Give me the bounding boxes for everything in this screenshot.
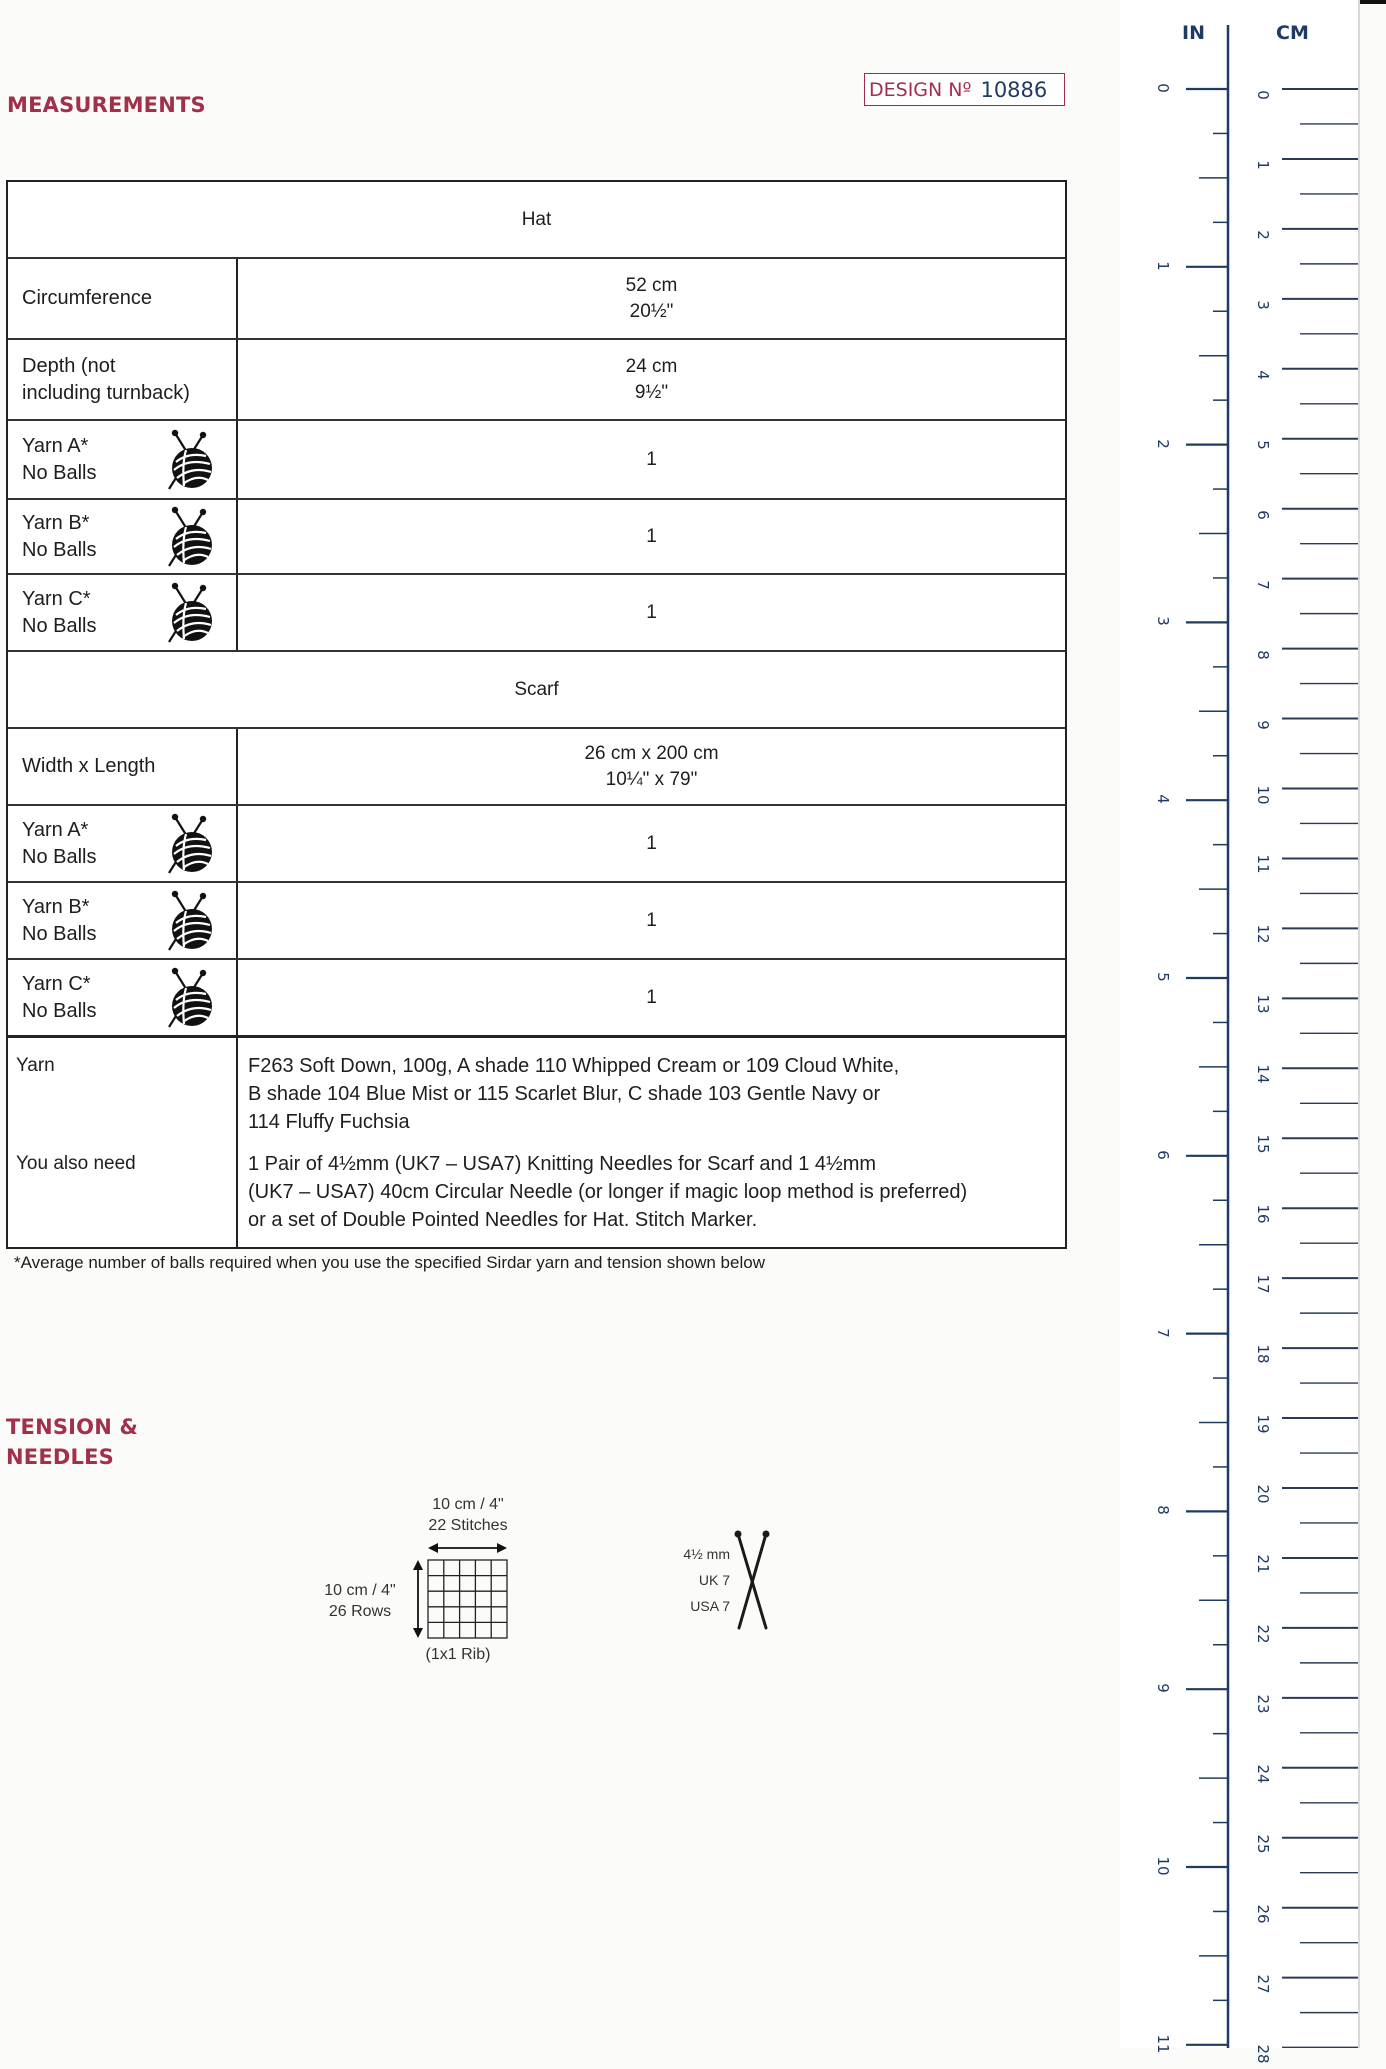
table-row <box>8 338 1065 419</box>
ball-count: 1 <box>646 448 657 470</box>
also-need-line: 1 Pair of 4½mm (UK7 – USA7) Knitting Needles for Scarf and 1 4½mm <box>248 1153 877 1175</box>
row-value <box>238 883 1065 958</box>
cm-number: 19 <box>1254 1414 1272 1434</box>
table-row <box>8 573 1065 650</box>
cm-number: 10 <box>1254 784 1272 805</box>
cm-number: 23 <box>1254 1694 1272 1714</box>
depth-cm: 24 cm <box>625 355 678 377</box>
inch-number: 8 <box>1154 1505 1172 1516</box>
cm-number: 3 <box>1254 300 1272 310</box>
inch-number: 1 <box>1154 261 1172 271</box>
row-value <box>238 340 1065 419</box>
yarn-ball-icon <box>162 581 214 645</box>
ball-count: 1 <box>646 986 657 1008</box>
row-label <box>8 421 238 498</box>
row-value <box>238 575 1065 650</box>
inch-number: 2 <box>1154 438 1172 449</box>
ruler-edge <box>1358 0 1360 2048</box>
balls-label: No Balls <box>22 999 97 1022</box>
cm-number: 18 <box>1254 1344 1272 1364</box>
width-length-cm: 26 cm x 200 cm <box>584 742 719 764</box>
table-row <box>8 419 1065 498</box>
row-label <box>8 729 238 804</box>
inch-number: 9 <box>1154 1683 1172 1693</box>
row-label <box>8 500 238 573</box>
table-row <box>8 257 1065 338</box>
inch-number: 10 <box>1154 1856 1172 1876</box>
row-label <box>8 960 238 1035</box>
yarn-info-line: 114 Fluffy Fuchsia <box>248 1111 410 1133</box>
yarn-ball-icon <box>162 428 214 492</box>
also-need-line: or a set of Double Pointed Needles for Hat. Stitch Marker. <box>248 1209 758 1231</box>
needle-size-uk: UK 7 <box>698 1572 730 1588</box>
balls-label: No Balls <box>22 845 97 868</box>
cm-number: 16 <box>1254 1204 1272 1224</box>
yarn-label: Yarn A* <box>22 434 89 457</box>
yarn-ball-icon <box>162 812 214 876</box>
yarn-ball-icon <box>162 889 214 953</box>
ball-count: 1 <box>646 601 657 623</box>
yarn-info-line: F263 Soft Down, 100g, A shade 110 Whipped Cream or 109 Cloud White, <box>248 1055 900 1077</box>
materials-row <box>8 1035 1065 1247</box>
materials-labels <box>8 1038 238 1247</box>
depth-label-line1: Depth (not <box>22 354 116 377</box>
measurements-heading: MEASUREMENTS <box>7 93 206 117</box>
inch-number: 7 <box>1154 1327 1172 1338</box>
row-value <box>238 259 1065 338</box>
scarf-section-title: Scarf <box>514 678 559 700</box>
row-value <box>238 421 1065 498</box>
cm-number: 20 <box>1254 1484 1272 1504</box>
table-row <box>8 498 1065 573</box>
cm-number: 28 <box>1254 2044 1272 2064</box>
stitch-pattern-label: (1x1 Rib) <box>425 1646 491 1663</box>
inch-number: 4 <box>1154 794 1172 804</box>
width-arrow <box>428 1543 507 1553</box>
also-need-line: (UK7 – USA7) 40cm Circular Needle (or longer if magic loop method is preferred) <box>248 1181 968 1203</box>
cm-number: 22 <box>1254 1624 1272 1644</box>
row-value <box>238 500 1065 573</box>
measuring-ruler <box>1120 0 1358 2048</box>
hat-section-title: Hat <box>521 208 552 230</box>
tension-square-diagram <box>400 1535 520 1645</box>
circumference-label: Circumference <box>22 287 153 309</box>
balls-label: No Balls <box>22 538 97 561</box>
inch-number: 3 <box>1154 616 1172 627</box>
tension-width-label: 10 cm / 4" <box>432 1496 504 1513</box>
tension-height-label: 10 cm / 4" <box>324 1582 396 1599</box>
yarn-info-label: Yarn <box>16 1055 55 1076</box>
tension-heading-line1: TENSION & <box>6 1415 139 1439</box>
ball-count: 1 <box>646 525 657 547</box>
ball-count: 1 <box>646 832 657 854</box>
tension-heading-line2: NEEDLES <box>6 1445 114 1469</box>
table-row <box>8 727 1065 804</box>
depth-label-line2: including turnback) <box>22 381 190 404</box>
ruler-top-bar <box>1360 0 1386 4</box>
row-label <box>8 575 238 650</box>
inch-number: 6 <box>1154 1150 1172 1160</box>
tension-stitches-label: 22 Stitches <box>428 1517 508 1534</box>
height-arrow <box>413 1560 423 1638</box>
row-label <box>8 806 238 881</box>
ruler-cm-header: CM <box>1276 22 1309 44</box>
table-row <box>8 804 1065 881</box>
ruler-inch-header: IN <box>1182 22 1205 44</box>
width-length-in: 10¼" x 79" <box>605 768 698 790</box>
yarn-label: Yarn A* <box>22 818 89 841</box>
cm-number: 7 <box>1254 579 1272 590</box>
cm-number: 25 <box>1254 1834 1272 1854</box>
cm-number: 14 <box>1254 1064 1272 1084</box>
also-need-label: You also need <box>16 1153 136 1174</box>
row-value <box>238 960 1065 1035</box>
row-label <box>8 340 238 419</box>
cm-number: 5 <box>1254 439 1272 450</box>
needle-size-usa: USA 7 <box>690 1598 730 1614</box>
balls-label: No Balls <box>22 922 97 945</box>
row-value <box>238 729 1065 804</box>
row-value <box>238 806 1065 881</box>
inch-number: 11 <box>1154 2034 1172 2054</box>
knitting-needles-icon <box>732 1528 772 1632</box>
needle-size-mm: 4½ mm <box>683 1546 730 1562</box>
yarn-label: Yarn C* <box>22 972 91 995</box>
footnote: *Average number of balls required when you use the specified Sirdar yarn and tension shown below <box>14 1253 765 1272</box>
cm-number: 8 <box>1254 649 1272 660</box>
cm-number: 21 <box>1254 1554 1272 1574</box>
cm-number: 9 <box>1254 719 1272 730</box>
measurements-table <box>6 180 1067 1249</box>
tension-needles-heading <box>6 1412 138 1472</box>
yarn-label: Yarn C* <box>22 587 91 610</box>
cm-number: 13 <box>1254 994 1272 1014</box>
cm-number: 12 <box>1254 924 1272 944</box>
cm-number: 11 <box>1254 854 1272 874</box>
inch-number: 0 <box>1154 83 1172 93</box>
cm-number: 24 <box>1254 1764 1272 1784</box>
cm-number: 17 <box>1254 1274 1272 1294</box>
cm-number: 27 <box>1254 1974 1272 1994</box>
ball-count: 1 <box>646 909 657 931</box>
balls-label: No Balls <box>22 461 97 484</box>
cm-number: 26 <box>1254 1904 1272 1924</box>
circumference-in: 20½" <box>629 300 674 322</box>
table-row <box>8 881 1065 958</box>
row-label <box>8 883 238 958</box>
design-number-box <box>864 73 1065 106</box>
yarn-info-line: B shade 104 Blue Mist or 115 Scarlet Blur, C shade 103 Gentle Navy or <box>248 1083 881 1105</box>
yarn-ball-icon <box>162 966 214 1030</box>
yarn-ball-icon <box>162 505 214 569</box>
yarn-label: Yarn B* <box>22 895 90 918</box>
design-number: 10886 <box>980 77 1048 102</box>
scarf-section-row <box>8 650 1065 727</box>
depth-in: 9½" <box>634 381 669 403</box>
cm-number: 2 <box>1254 230 1272 240</box>
circumference-cm: 52 cm <box>625 274 678 296</box>
cm-number: 15 <box>1254 1134 1272 1154</box>
cm-number: 4 <box>1254 370 1272 380</box>
cm-number: 1 <box>1254 160 1272 170</box>
row-label <box>8 259 238 338</box>
balls-label: No Balls <box>22 614 97 637</box>
design-label: DESIGN Nº <box>869 78 972 101</box>
table-row <box>8 958 1065 1035</box>
width-length-label: Width x Length <box>22 755 156 777</box>
tension-grid <box>428 1560 507 1638</box>
hat-section-row <box>8 182 1065 257</box>
cm-number: 0 <box>1254 90 1272 100</box>
inch-number: 5 <box>1154 972 1172 982</box>
materials-values <box>238 1038 1065 1247</box>
cm-number: 6 <box>1254 509 1272 520</box>
tension-rows-label: 26 Rows <box>328 1603 392 1620</box>
yarn-label: Yarn B* <box>22 511 90 534</box>
